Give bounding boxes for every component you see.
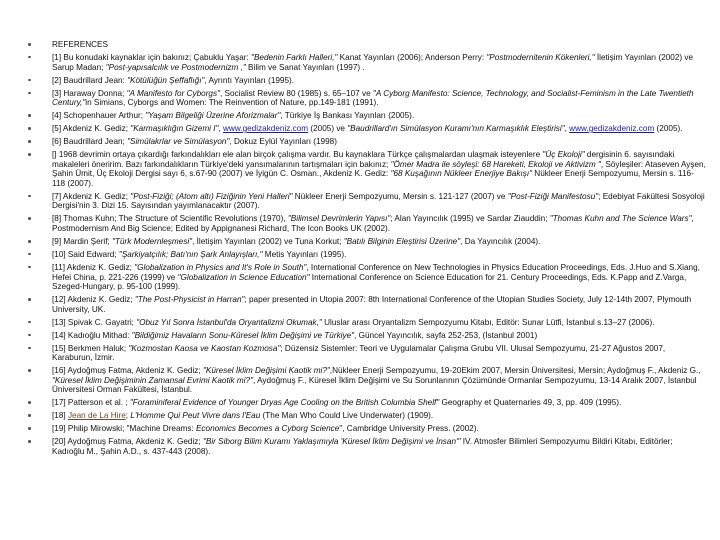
bullet-icon	[28, 153, 31, 156]
bullet-icon	[28, 401, 31, 404]
bullet-icon	[28, 427, 31, 430]
list-item-ref-5: [5] Akdeniz K. Gediz; "Karmaşıklığın Gizemi I", www.gedizakdeniz.com (2005) ve "Baudrillard'ın Simülasyon Kuramı'nın Karmaşıklık Eleştirisi", www.gedizakdeniz.com (2005).	[26, 124, 706, 134]
list-item-ref-3: [3] Haraway Donna; "A Manifesto for Cyborgs", Socialist Review 80 (1985) s. 65–107 ve "A Cyborg Manifesto: Science, Technology, and Socialist-Feminism in the Late Twentieth Century,"in Simians, Cyborgs and Women: The Reinvention of Nature, pp.149-181 (1991).	[26, 89, 706, 108]
list-item-ref-4: [4] Schopenhauer Arthur; "Yaşam Bilgeliği Üzerine Aforizmalar", Türkiye İş Bankası Yayınları (2005).	[26, 111, 706, 121]
bullet-icon	[28, 217, 31, 220]
list-item-ref-8: [8] Thomas Kuhn; The Structure of Scientific Revolutions (1970), "Bilimsel Devrimlerin Yapısı"; Alan Yayıncılık (1995) ve Sardar Ziauddin; "Thomas Kuhn and The Science Wars", Postmodernism And Big Science; Edited by Appignanesi Richard, The Icon Books UK (2002).	[26, 214, 706, 233]
list-item-ref-2: [2] Baudrillard Jean: "Kötülüğün Şeffaflığı", Ayrıntı Yayınları (1995).	[26, 76, 706, 86]
bullet-icon	[28, 440, 31, 443]
list-item-ref-6: [6] Baudrillard Jean; "Simülakrlar ve Simülasyon", Dokuz Eylül Yayınları (1998)	[26, 137, 706, 147]
list-item-ref-13: [13] Spivak C. Gayatri; "Obuz Yıl Sonra İstanbul'da Oryantalizmi Okumak," Uluslar arası Oryantalizm Sempozyumu Kitabı, Editör: Sunar Lütfi, İstanbul s.13–27 (2006).	[26, 318, 706, 328]
list-item-ref-16: [16] Aydoğmuş Fatma, Akdeniz K. Gediz; "Küresel İklim Değişimi Kaotik mi?",Nükleer Enerji Sempozyumu, 19-20Ekim 2007, Mersin Üniversitesi, Mersin; Aydoğmuş F., Akdeniz G., "Küresel İklim Değişiminin Zamansal Evrimi Kaotik mi?", Aydoğmuş F., Küresel İklim Değişimi ve Su Sorunlarının Çözümünde Ormanlar Sempozyumu, 13-14 Aralık 2007, İstanbul Üniversitesi Orman Fakültesi, İstanbul.	[26, 366, 706, 395]
list-item-ref-18: [18] Jean de La Hire; L'Homme Qui Peut Vivre dans l'Eau (The Man Who Could Live Underwater) (1909).	[26, 411, 706, 421]
list-item-ref-1: [1] Bu konudaki kaynaklar için bakınız; Çabuklu Yaşar: "Bedenin Farklı Halleri," Kanat Yayınları (2006); Anderson Perry: "Postmodernitenin Kökenleri," İletişim Yayınları (2002) ve Sarup Madan; "Post-yapısalcılık ve Postmodernizm ," Bilim ve Sanat Yayınları (1997) .	[26, 53, 706, 72]
bullet-icon	[28, 43, 31, 46]
list-item-ref-7: [7] Akdeniz K. Gediz; "Post-Fiziği; (Atom altı) Fiziğinin Yeni Halleri" Nükleer Enerji Sempozyumu, Mersin s. 121-127 (2007) ve "Post-Fiziği Manifestosu"; Edebiyat Fakültesi Sosyoloji Dergisi'nin 3. Dizi 15. Sayısından yayımlanacaktır (2007).	[26, 192, 706, 211]
list-item-ref-17: [17] Patterson et al. ; "Foraminiferal Evidence of Younger Dryas Age Cooling on the British Columbia Shelf" Geography et Quaternaries 49, 3, pp. 409 (1995).	[26, 398, 706, 408]
bullet-icon	[28, 127, 31, 130]
bullet-icon	[28, 334, 31, 337]
list-item-ref-note: [] 1968 devrimin ortaya çıkardığı farkındalıkları ele alan birçok çalışma vardır. Bu kaynaklara Türkçe çalışmalardan ulaşmak isteyenlere "Üç Ekoloji" dergisinin 6. sayısındaki makaleleri öneririm. Bazı farkındalıkların Türkiye'deki yansımalarının tartışmaları için bakınız; "Ömer Madra ile söyleşi: 68 Hareketi, Ekoloji ve Aktivizm ", Söyleşiler: Ataseven Ayşen, Şahin Ümit, Üç Ekoloji Dergisi sayı 6, s.67-90 (2007) ve İyigün C. Osman., Akdeniz K. Gediz: "68 Kuşağının Nükleer Enerjiye Bakışı" Nükleer Enerji Sempozyumu, Mersin s. 116-118 (2007).	[26, 150, 706, 188]
list-item-ref-10: [10] Said Edward; "Şarkiyatçılık; Batı'nın Şark Anlayışları," Metis Yayınları (1995).	[26, 250, 706, 260]
bullet-icon	[28, 253, 31, 256]
bullet-icon	[28, 369, 31, 372]
list-item-references-heading: REFERENCES	[26, 40, 706, 50]
bullet-icon	[28, 56, 31, 59]
bullet-icon	[28, 92, 31, 95]
gedizakdeniz-link[interactable]: www.gedizakdeniz.com	[223, 124, 309, 134]
list-item-ref-12: [12] Akdeniz K. Gediz; "The Post-Physicist in Harran"; paper presented in Utopia 2007: 8th International Conference of the Utopian Studies Society, July 12-14th 2007, Plymouth University, UK.	[26, 295, 706, 314]
bullet-icon	[28, 347, 31, 350]
jean-de-la-hire-link[interactable]: Jean de La Hire	[67, 411, 126, 421]
bullet-icon	[28, 240, 31, 243]
list-item-ref-20: [20] Aydoğmuş Fatma, Akdeniz K. Gediz; "Bir Siborg Bilim Kuramı Yaklaşımıyla 'Küresel İklim Değişimi ve İnsan'" IV. Atmosfer Bilimleri Sempozyumu Bildiri Kitabı, Editörler; Kadıoğlu M., Şahin A.D., s. 437-443 (2008).	[26, 437, 706, 456]
list-item-ref-15: [15] Berkmen Haluk; "Kozmostan Kaosa ve Kaostan Kozmosa"; Düzensiz Sistemler: Teori ve Uygulamalar Çalışma Grubu VII. Ulusal Sempozyumu, 21-27 Ağustos 2007, Karaburun, İzmir.	[26, 344, 706, 363]
bullet-icon	[28, 321, 31, 324]
gedizakdeniz-link[interactable]: www.gedizakdeniz.com	[569, 124, 655, 134]
list-item-ref-11: [11] Akdeniz K. Gediz; "Globalization in Physics and It's Role in South", International Conference on New Technologies in Physics Education Proceedings, Eds. J.Huo and S.Xiang, Hefei China, p. 221-226 (1999) ve "Globalization in Science Education" International Conference on Science Education for 21. Century Proceedings, Eds. K.Papp and Z.Varga, Szeged-Hungary, p. 95-100 (1999).	[26, 263, 706, 292]
bullet-icon	[28, 79, 31, 82]
list-item-ref-19: [19] Philip Mirowski; "Machine Dreams: Economics Becomes a Cyborg Science", Cambridge University Press. (2002).	[26, 424, 706, 434]
bullet-icon	[28, 195, 31, 198]
references-list	[26, 40, 706, 460]
bullet-icon	[28, 114, 31, 117]
list-item-ref-9: [9] Mardin Şerif; "Türk Modernleşmesi", İletişim Yayınları (2002) ve Tuna Korkut; "Batılı Bilginin Eleştirisi Üzerine", Da Yayıncılık (2004).	[26, 237, 706, 247]
bullet-icon	[28, 266, 31, 269]
bullet-icon	[28, 298, 31, 301]
bullet-icon	[28, 414, 31, 417]
bullet-icon	[28, 140, 31, 143]
list-item-ref-14: [14] Kadıoğlu Mithad: "Bildiğimiz Havaların Sonu-Küresel İklim Değişimi ve Türkiye", Güncel Yayıncılık, sayfa 252-253, (İstanbul 2001)	[26, 331, 706, 341]
